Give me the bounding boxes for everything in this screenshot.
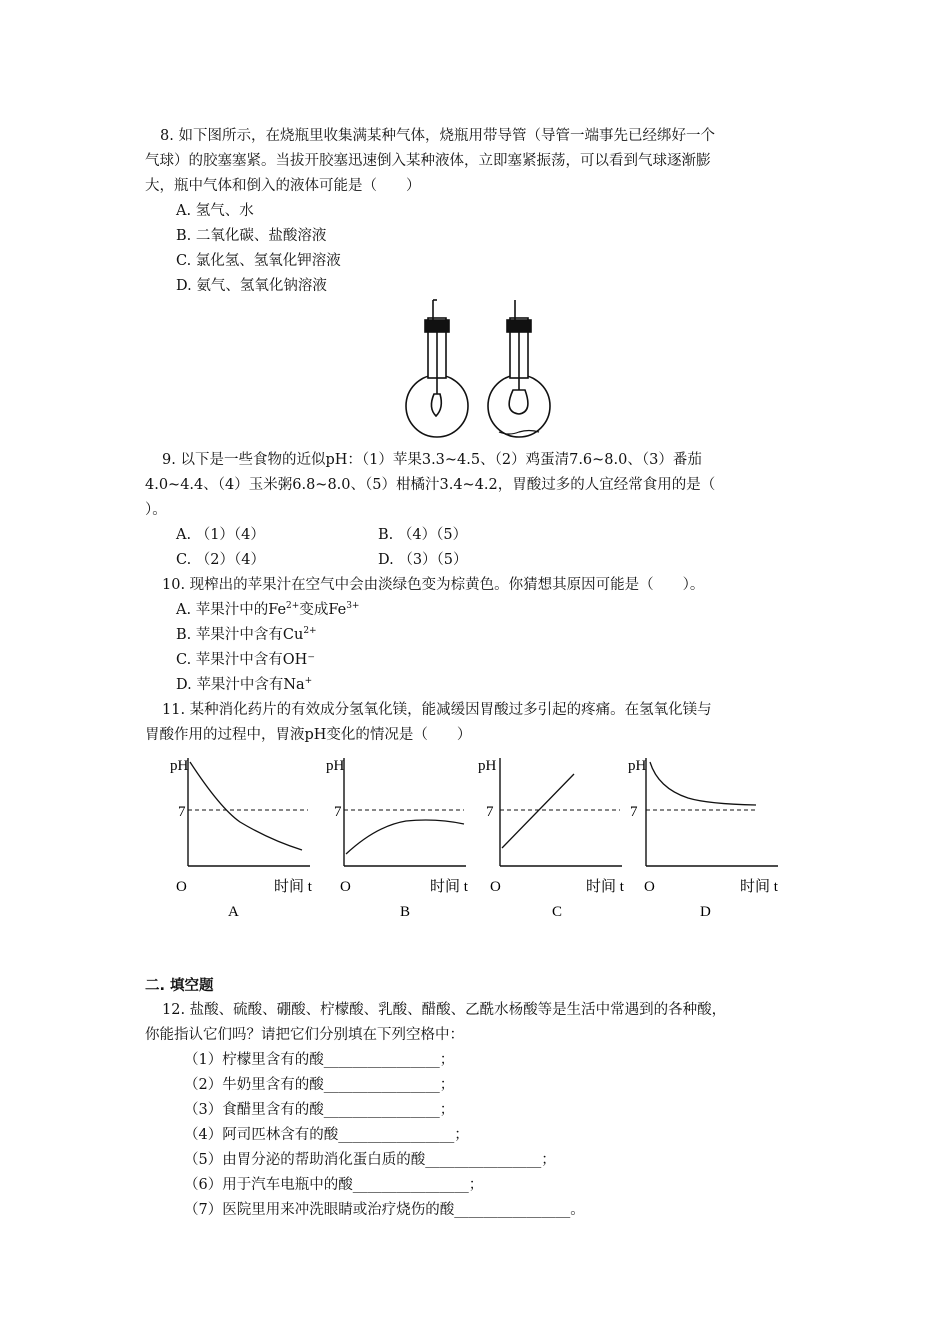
section-2-title: 二. 填空题 xyxy=(145,978,214,994)
q10-option-a-sup-1: 2+ xyxy=(286,601,300,611)
q10-option-a-text-1: A. 苹果汁中的Fe xyxy=(176,602,287,618)
q12-item-1: （1）柠檬里含有的酸________________； xyxy=(184,1052,455,1068)
q12-item-5: （5）由胃分泌的帮助消化蛋白质的酸________________； xyxy=(184,1152,556,1168)
q10-option-a-text-2: 变成Fe xyxy=(299,602,347,618)
q10-option-c: C. 苹果汁中含有OH⁻ xyxy=(176,652,315,668)
q12-item-4: （4）阿司匹林含有的酸________________； xyxy=(184,1127,469,1143)
chart-d-xlabel: 时间 t xyxy=(740,879,778,895)
flask-balloon-illustration xyxy=(395,298,565,440)
q12-item-2: （2）牛奶里含有的酸________________； xyxy=(184,1077,455,1093)
q10-option-a-sup-2: 3+ xyxy=(346,601,360,611)
chart-d-ref-label: 7 xyxy=(630,804,638,820)
chart-a-curve xyxy=(190,762,302,850)
q10-option-b-text: B. 苹果汁中含有Cu xyxy=(176,627,304,643)
q9-option-d: D. （3）（5） xyxy=(378,552,468,568)
q8-option-a: A. 氢气、水 xyxy=(176,203,254,219)
chart-c-origin: O xyxy=(490,879,501,895)
flask-left xyxy=(406,300,468,437)
chart-c-label: C xyxy=(552,904,563,920)
chart-b-label: B xyxy=(400,904,411,920)
q8-line-3: 大，瓶中气体和倒入的液体可能是（ ） xyxy=(145,178,421,194)
q9-line-2: 4.0~4.4、（4）玉米粥6.8~8.0、（5）柑橘汁3.4~4.2，胃酸过多的人宜经常食用的是（ xyxy=(145,477,716,493)
q10-line-1: 10. 现榨出的苹果汁在空气中会由淡绿色变为棕黄色。你猜想其原因可能是（ ）。 xyxy=(162,577,705,593)
chart-a-origin: O xyxy=(176,879,187,895)
q10-option-d xyxy=(176,675,312,695)
q9-line-3: ）。 xyxy=(145,502,167,518)
chart-b xyxy=(326,758,469,920)
chart-a-ylabel: pH xyxy=(170,758,189,774)
q8-option-d: D. 氨气、氢氧化钠溶液 xyxy=(176,278,327,294)
q12-item-7: （7）医院里用来冲洗眼睛或治疗烧伤的酸________________。 xyxy=(184,1202,585,1218)
chart-d-curve xyxy=(650,762,756,805)
q10-option-b-sup: 2+ xyxy=(303,626,317,636)
flask-right xyxy=(488,300,550,437)
q8-option-c: C. 氯化氢、氢氧化钾溶液 xyxy=(176,253,341,269)
q9-option-a: A. （1）（4） xyxy=(176,527,265,543)
q9-line-1: 9. 以下是一些食物的近似pH：（1）苹果3.3~4.5、（2）鸡蛋清7.6~8.0、（3）番茄 xyxy=(162,452,702,468)
q10-option-d-sup: + xyxy=(304,676,313,686)
chart-a-label: A xyxy=(228,904,239,920)
chart-c-curve xyxy=(502,774,574,848)
q8-line-1: 8. 如下图所示，在烧瓶里收集满某种气体，烧瓶用带导管（导管一端事先已经绑好一个 xyxy=(160,128,715,144)
q8-line-2: 气球）的胶塞塞紧。当拔开胶塞迅速倒入某种液体，立即塞紧振荡，可以看到气球逐渐膨 xyxy=(145,153,711,169)
q12-item-6: （6）用于汽车电瓶中的酸________________； xyxy=(184,1177,484,1193)
chart-d-ylabel: pH xyxy=(628,758,647,774)
chart-b-origin: O xyxy=(340,879,351,895)
q10-option-b xyxy=(176,625,317,645)
chart-a-ref-label: 7 xyxy=(178,804,186,820)
q11-line-2: 胃酸作用的过程中，胃液pH变化的情况是（ ） xyxy=(145,727,472,743)
q9-option-c: C. （2）（4） xyxy=(176,552,265,568)
chart-b-xlabel: 时间 t xyxy=(430,879,468,895)
chart-d xyxy=(628,758,779,920)
q12-item-3: （3）食醋里含有的酸________________； xyxy=(184,1102,455,1118)
chart-d-label: D xyxy=(700,904,711,920)
ph-charts-figure xyxy=(160,748,800,928)
q9-option-b: B. （4）（5） xyxy=(378,527,468,543)
chart-c-ylabel: pH xyxy=(478,758,497,774)
chart-b-ylabel: pH xyxy=(326,758,345,774)
chart-b-curve xyxy=(346,820,464,854)
q8-option-b: B. 二氧化碳、盐酸溶液 xyxy=(176,228,327,244)
chart-a-xlabel: 时间 t xyxy=(274,879,312,895)
q12-line-1: 12. 盐酸、硫酸、硼酸、柠檬酸、乳酸、醋酸、乙酰水杨酸等是生活中常遇到的各种酸， xyxy=(162,1002,727,1018)
q10-option-d-text: D. 苹果汁中含有Na xyxy=(176,677,305,693)
chart-c xyxy=(478,758,625,920)
q11-line-1: 11. 某种消化药片的有效成分氢氧化镁，能减缓因胃酸过多引起的疼痛。在氢氧化镁与 xyxy=(162,702,712,718)
chart-b-ref-label: 7 xyxy=(334,804,342,820)
chart-a xyxy=(170,758,313,920)
chart-d-origin: O xyxy=(644,879,655,895)
chart-c-xlabel: 时间 t xyxy=(586,879,624,895)
q10-option-a xyxy=(176,600,359,620)
q12-line-2: 你能指认它们吗？请把它们分别填在下列空格中： xyxy=(145,1027,464,1043)
chart-c-ref-label: 7 xyxy=(486,804,494,820)
